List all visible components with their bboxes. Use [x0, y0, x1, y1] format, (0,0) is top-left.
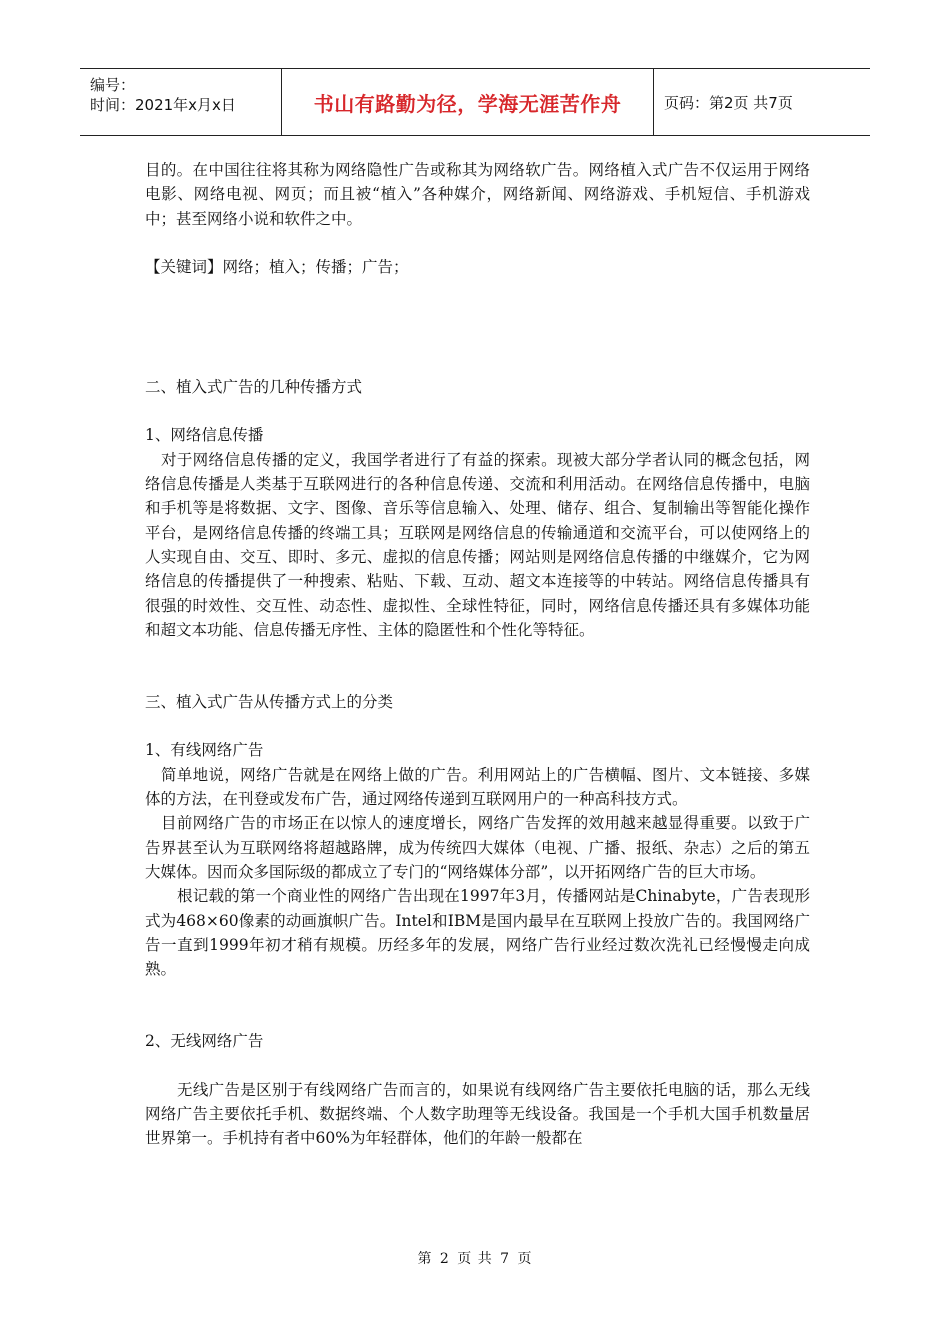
header-motto: 书山有路勤为径，学海无涯苦作舟: [282, 69, 654, 135]
subsection-heading: 1、有线网络广告: [145, 741, 264, 760]
page-footer: [0, 1248, 950, 1268]
header-page-number: 页码：第2页 共7页: [664, 93, 793, 112]
header-meta: [80, 69, 282, 135]
footer-middle: 页 共: [457, 1251, 493, 1267]
document-number: 编号：: [90, 76, 136, 94]
keywords-line: 【关键词】网络；植入；传播；广告；: [145, 257, 409, 276]
paragraph: 无线广告是区别于有线网络广告而言的，如果说有线网络广告主要依托电脑的话，那么无线网络广告主要依托手机、数据终端、个人数字助理等无线设备。我国是一个手机大国手机数量居世界第一。手机持有者中60%为年轻群体，他们的年龄一般都在: [145, 1080, 810, 1148]
footer-current-page: 2: [439, 1251, 450, 1267]
paragraph: 简单地说，网络广告就是在网络上做的广告。利用网站上的广告横幅、图片、文本链接、多媒体的方法，在刊登或发布广告，通过网络传递到互联网用户的一种高科技方式。: [145, 765, 810, 809]
intro-paragraph: 目的。在中国往往将其称为网络隐性广告或称其为网络软广告。网络植入式广告不仅运用于网络电影、网络电视、网页；而且被“植入”各种媒介，网络新闻、网络游戏、手机短信、手机游戏中；甚至网络小说和软件之中。: [145, 161, 810, 228]
subsection-heading: 1、网络信息传播: [145, 426, 264, 445]
footer-total-pages: 7: [500, 1251, 511, 1267]
section-heading: 三、植入式广告从传播方式上的分类: [145, 693, 394, 712]
subsection-heading: 2、无线网络广告: [145, 1032, 264, 1051]
document-date: 时间：2021年x月x日: [90, 96, 236, 114]
paragraph: 对于网络信息传播的定义，我国学者进行了有益的探索。现被大部分学者认同的概念包括，网络信息传播是人类基于互联网进行的各种信息传递、交流和利用活动。在网络信息传播中，电脑和手机等是将数据、文字、图像、音乐等信息输入、处理、储存、组合、复制输出等智能化操作平台，是网络信息传播的终端工具；互联网是网络信息的传输通道和交流平台，可以使网络上的人实现自由、交互、即时、多元、虚拟的信息传播；网站则是网络信息传播的中继媒介，它为网络信息的传播提供了一种搜索、粘贴、下载、互动、超文本连接等的中转站。网络信息传播具有很强的时效性、交互性、动态性、虚拟性、全球性特征，同时，网络信息传播还具有多媒体功能和超文本功能、信息传播无序性、主体的隐匿性和个性化等特征。: [145, 450, 810, 639]
footer-prefix: 第: [417, 1251, 433, 1267]
paragraph: 目前网络广告的市场正在以惊人的速度增长，网络广告发挥的效用越来越显得重要。以致于广告界甚至认为互联网络将超越路牌，成为传统四大媒体（电视、广播、报纸、杂志）之后的第五大媒体。因而众多国际级的都成立了专门的“网络媒体分部”，以开拓网络广告的巨大市场。: [145, 814, 810, 881]
paragraph: 根记载的第一个商业性的网络广告出现在1997年3月，传播网站是Chinabyte，广告表现形式为468×60像素的动画旗帜广告。Intel和IBM是国内最早在互联网上投放广告的。我国网络广告一直到1999年初才稍有规模。历经多年的发展，网络广告行业经过数次洗礼已经慢慢走向成熟。: [145, 887, 810, 979]
document-body: [145, 158, 810, 1151]
page-header: [80, 68, 870, 136]
section-heading: 二、植入式广告的几种传播方式: [145, 378, 363, 397]
footer-suffix: 页: [517, 1251, 533, 1267]
